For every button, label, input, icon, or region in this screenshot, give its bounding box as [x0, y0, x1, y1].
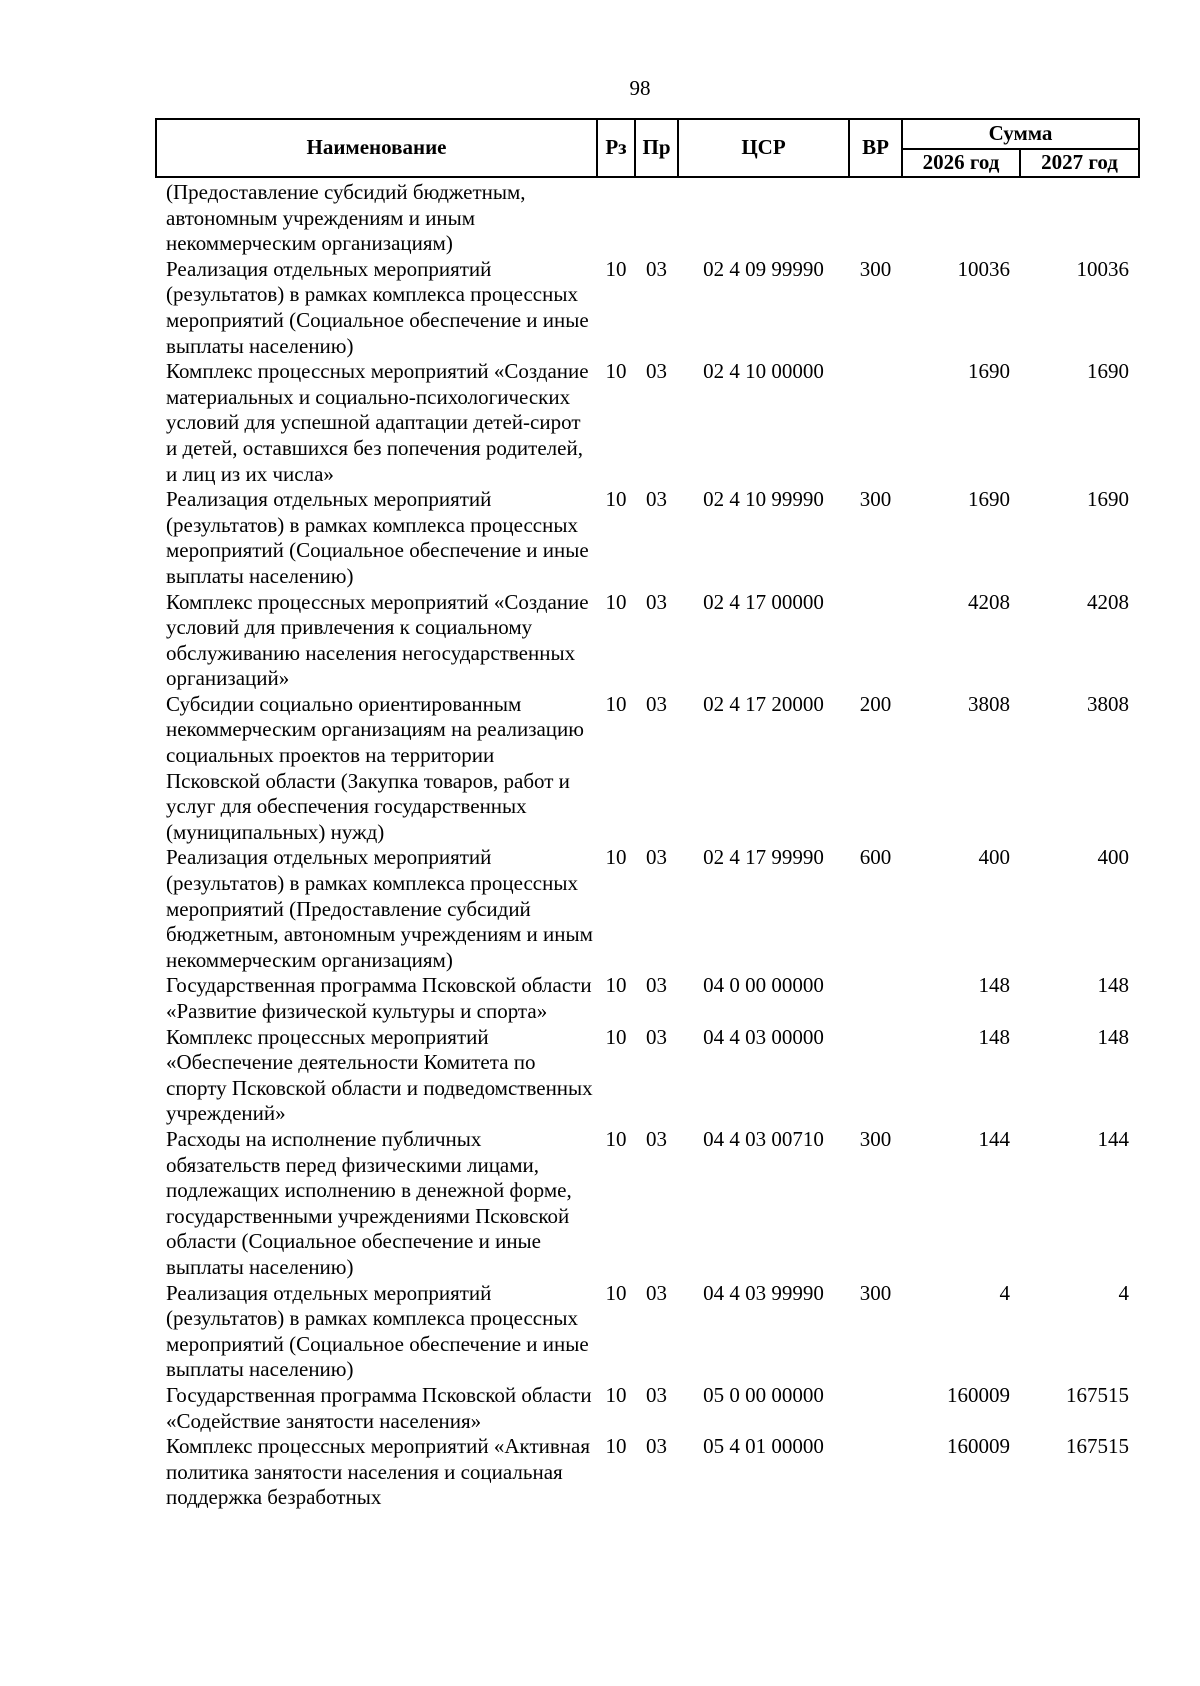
- header-sum: Сумма: [902, 119, 1139, 149]
- table-row: [156, 845, 1139, 973]
- row-vr: 200: [859, 691, 892, 716]
- row-csr: [678, 177, 849, 257]
- row-pr: 03: [646, 359, 667, 384]
- row-amount-2027: [1020, 177, 1139, 257]
- row-name: Комплекс процессных мероприятий «Создание материальных и социально-психологических условий для успешной адаптации детей-сирот и детей, оставшихся без попечения родителей, и лиц из их числа»: [166, 359, 589, 486]
- row-amount-2026: 144: [978, 1126, 1010, 1151]
- row-csr: 02 4 17 00000: [703, 589, 824, 614]
- row-amount-2026: 3808: [968, 691, 1010, 716]
- row-csr: 04 4 03 99990: [703, 1280, 824, 1305]
- row-amount-2026: 4: [999, 1280, 1010, 1305]
- row-vr: 300: [859, 1126, 892, 1151]
- table-row: [156, 1434, 1139, 1511]
- row-amount-2027: 167515: [1066, 1434, 1129, 1459]
- row-name: Реализация отдельных мероприятий (результатов) в рамках комплекса процессных мероприятий (Предоставление субсидий бюджетным, автономным учреждениям и иным некоммерческим организациям): [166, 845, 593, 972]
- row-vr: 300: [859, 487, 892, 512]
- row-name: Расходы на исполнение публичных обязательств перед физическими лицами, подлежащих исполнению в денежной форме, государственными учреждениями Псковской области (Социальное обеспечение и иные выплаты населению): [166, 1126, 572, 1279]
- row-rz: 10: [605, 589, 627, 614]
- table-row: [156, 590, 1139, 692]
- row-amount-2027: 400: [1097, 845, 1129, 870]
- table-row: [156, 692, 1139, 846]
- row-rz: [597, 177, 635, 257]
- header-pr: Пр: [635, 119, 678, 177]
- row-amount-2026: 4208: [968, 589, 1010, 614]
- row-amount-2026: 10036: [957, 256, 1010, 281]
- row-vr: 300: [859, 256, 892, 281]
- row-csr: 02 4 10 99990: [703, 487, 824, 512]
- row-amount-2026: 148: [978, 1024, 1010, 1049]
- table-row: [156, 1025, 1139, 1127]
- row-pr: 03: [646, 973, 667, 998]
- row-name: Комплекс процессных мероприятий «Обеспечение деятельности Комитета по спорту Псковской области и подведомственных учреждений»: [166, 1024, 593, 1126]
- row-pr: 03: [646, 1024, 667, 1049]
- row-vr: 600: [859, 845, 892, 870]
- row-name: Комплекс процессных мероприятий «Создание условий для привлечения к социальному обслуживанию населения негосударственных организаций»: [166, 589, 589, 691]
- row-rz: 10: [605, 1024, 627, 1049]
- row-csr: 05 0 00 00000: [703, 1382, 824, 1407]
- row-rz: 10: [605, 487, 627, 512]
- table-row: [156, 1281, 1139, 1383]
- row-vr: [849, 1383, 902, 1434]
- row-pr: [635, 177, 678, 257]
- header-year-2027: 2027 год: [1020, 149, 1139, 177]
- header-vr: ВР: [849, 119, 902, 177]
- page-number: 98: [629, 76, 651, 100]
- row-amount-2026: 1690: [968, 359, 1010, 384]
- table-row: [156, 257, 1139, 359]
- row-amount-2027: 148: [1097, 1024, 1129, 1049]
- row-csr: 02 4 17 99990: [703, 845, 824, 870]
- row-rz: 10: [605, 973, 627, 998]
- header-csr: ЦСР: [678, 119, 849, 177]
- header-year-2026: 2026 год: [902, 149, 1020, 177]
- row-amount-2027: 1690: [1087, 487, 1129, 512]
- row-rz: 10: [605, 359, 627, 384]
- row-rz: 10: [605, 1280, 627, 1305]
- row-amount-2027: 4: [1118, 1280, 1129, 1305]
- table-row: [156, 177, 1139, 257]
- row-csr: 05 4 01 00000: [703, 1434, 824, 1459]
- row-rz: 10: [605, 256, 627, 281]
- row-pr: 03: [646, 589, 667, 614]
- row-name: Реализация отдельных мероприятий (результатов) в рамках комплекса процессных мероприятий (Социальное обеспечение и иные выплаты населению): [166, 487, 589, 588]
- row-name: Субсидии социально ориентированным некоммерческим организациям на реализацию социальных проектов на территории Псковской области (Закупка товаров, работ и услуг для обеспечения государственных (муниципальных) нужд): [166, 691, 584, 844]
- row-pr: 03: [646, 691, 667, 716]
- row-csr: 04 0 00 00000: [703, 973, 824, 998]
- row-csr: 02 4 09 99990: [703, 256, 824, 281]
- row-vr: [849, 973, 902, 1024]
- row-pr: 03: [646, 845, 667, 870]
- row-name: Реализация отдельных мероприятий (результатов) в рамках комплекса процессных мероприятий (Социальное обеспечение и иные выплаты населению): [166, 1280, 589, 1382]
- row-rz: 10: [605, 1382, 627, 1407]
- row-csr: 02 4 17 20000: [703, 691, 824, 716]
- row-csr: 04 4 03 00000: [703, 1024, 824, 1049]
- table-row: [156, 487, 1139, 589]
- row-amount-2026: [902, 177, 1020, 257]
- row-amount-2027: 10036: [1076, 256, 1129, 281]
- row-amount-2026: 400: [978, 845, 1010, 870]
- row-amount-2027: 148: [1097, 973, 1129, 998]
- row-amount-2026: 148: [978, 973, 1010, 998]
- row-amount-2027: 144: [1097, 1126, 1129, 1151]
- row-amount-2027: 167515: [1066, 1382, 1129, 1407]
- row-name: Комплекс процессных мероприятий «Активная политика занятости населения и социальная поддержка безработных: [166, 1434, 590, 1510]
- row-vr: 300: [859, 1280, 892, 1305]
- row-amount-2027: 3808: [1087, 691, 1129, 716]
- row-csr: 04 4 03 00710: [703, 1126, 824, 1151]
- row-rz: 10: [605, 691, 627, 716]
- header-rz: Рз: [597, 119, 635, 177]
- row-amount-2027: 1690: [1087, 359, 1129, 384]
- row-name: (Предоставление субсидий бюджетным, автономным учреждениям и иным некоммерческим организациям): [166, 180, 526, 256]
- row-rz: 10: [605, 845, 627, 870]
- row-csr: 02 4 10 00000: [703, 359, 824, 384]
- table-row: [156, 1127, 1139, 1281]
- row-pr: 03: [646, 487, 667, 512]
- row-name: Реализация отдельных мероприятий (результатов) в рамках комплекса процессных мероприятий (Социальное обеспечение и иные выплаты населению): [166, 256, 589, 358]
- row-pr: 03: [646, 256, 667, 281]
- table-header: [156, 119, 1139, 177]
- row-rz: 10: [605, 1126, 627, 1151]
- row-pr: 03: [646, 1126, 667, 1151]
- row-pr: 03: [646, 1382, 667, 1407]
- row-amount-2026: 1690: [968, 487, 1010, 512]
- row-vr: [849, 1025, 902, 1127]
- budget-table-container: [155, 118, 1138, 1511]
- row-amount-2026: 160009: [947, 1434, 1010, 1459]
- table-row: [156, 1383, 1139, 1434]
- row-name: Государственная программа Псковской области «Развитие физической культуры и спорта»: [166, 973, 592, 1023]
- row-vr: [849, 590, 902, 692]
- row-vr: [849, 359, 902, 487]
- row-vr: [849, 177, 902, 257]
- row-vr: [849, 1434, 902, 1511]
- header-name: Наименование: [156, 119, 597, 177]
- budget-table: [155, 118, 1140, 1511]
- row-amount-2027: 4208: [1087, 589, 1129, 614]
- row-pr: 03: [646, 1280, 667, 1305]
- row-name: Государственная программа Псковской области «Содействие занятости населения»: [166, 1382, 592, 1433]
- row-pr: 03: [646, 1434, 667, 1459]
- table-row: [156, 359, 1139, 487]
- table-body: [156, 177, 1139, 1511]
- row-amount-2026: 160009: [947, 1382, 1010, 1407]
- table-row: [156, 973, 1139, 1024]
- row-rz: 10: [605, 1434, 627, 1459]
